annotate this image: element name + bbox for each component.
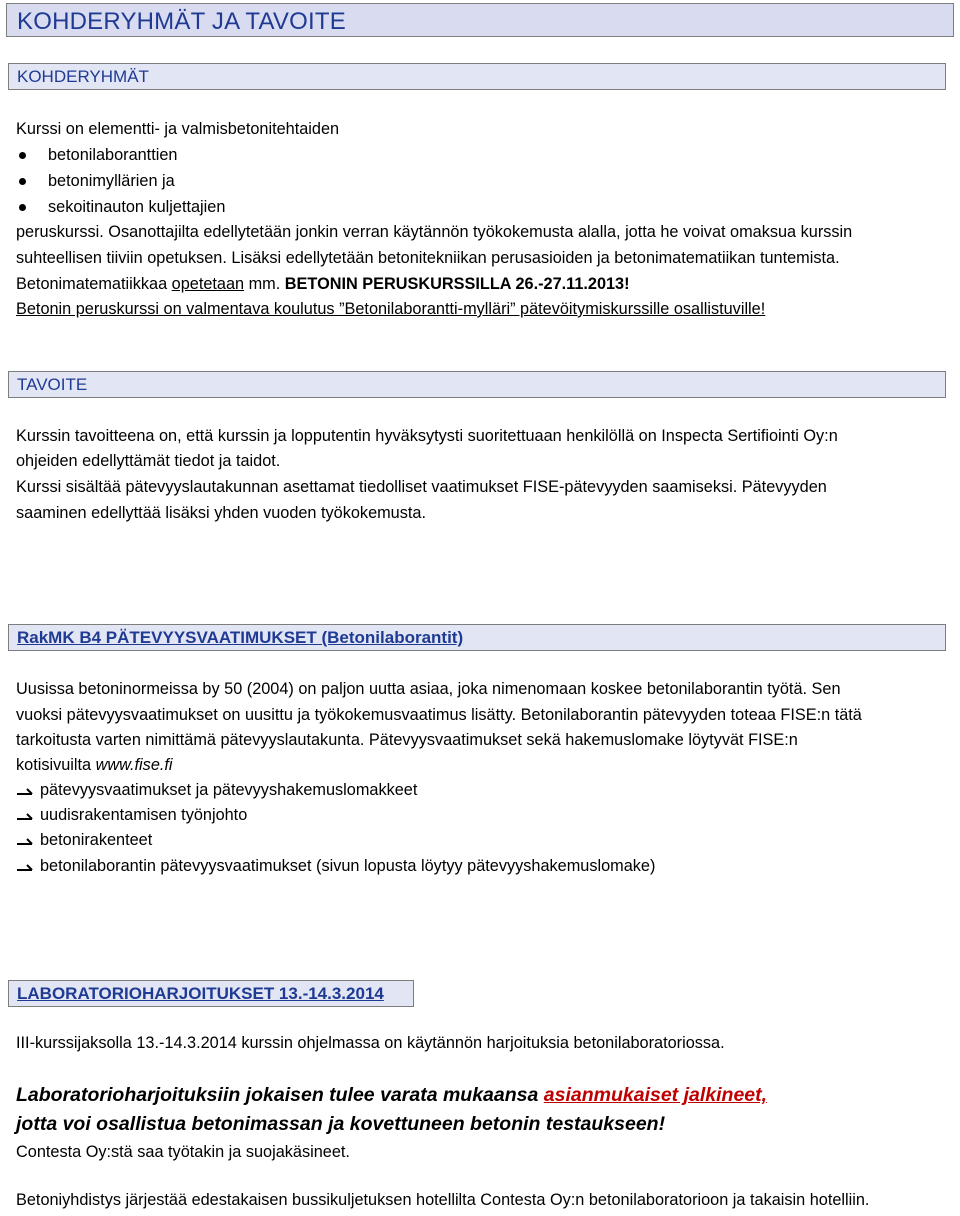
paragraph-line: Betoniyhdistys järjestää edestakaisen bussikuljetuksen hotellilta Contesta Oy:n betonilaboratorioon ja takaisin hotelliin. [16, 1191, 870, 1209]
bullet-dot-icon [19, 178, 26, 185]
emphasis-line [16, 1082, 767, 1108]
paragraph-line: suhteellisen tiiviin opetuksen. Lisäksi edellytetään betonitekniikan perusasioiden ja betonimatematiikan tuntemista. [16, 249, 840, 267]
footwear-warning: asianmukaiset jalkineet, [543, 1084, 768, 1106]
paragraph-line: ohjeiden edellyttämät tiedot ja taidot. [16, 452, 281, 470]
text-span: kotisivuilta [16, 756, 96, 774]
paragraph-line [16, 755, 173, 775]
paragraph-line: saaminen edellyttää lisäksi yhden vuoden työkokemusta. [16, 504, 426, 522]
arrow-right-icon [16, 834, 36, 848]
link-item[interactable]: uudisrakentamisen työnjohto [40, 806, 248, 824]
page-title: KOHDERYHMÄT JA TAVOITE [17, 8, 346, 35]
link-item[interactable]: betonilaborantin pätevyysvaatimukset (sivun lopusta löytyy pätevyyshakemuslomake) [40, 857, 656, 875]
text-span: Betonimatematiikkaa [16, 275, 172, 293]
link-item[interactable]: pätevyysvaatimukset ja pätevyyshakemuslomakkeet [40, 781, 418, 799]
section-heading-text: TAVOITE [17, 375, 88, 394]
underlined-paragraph: Betonin peruskurssi on valmentava koulutus ”Betonilaborantti-mylläri” pätevöitymiskurssille osallistuville! [16, 300, 766, 318]
arrow-right-icon [16, 809, 36, 823]
paragraph-line: tarkoitusta varten nimittämä pätevyyslautakunta. Pätevyysvaatimukset sekä hakemuslomake löytyvät FISE:n [16, 731, 798, 749]
underlined-text: opetetaan [171, 275, 245, 293]
bullet-item: betonilaboranttien [48, 146, 178, 164]
section-heading-kohderyhmat [8, 63, 946, 90]
paragraph-line [16, 274, 630, 294]
website-link[interactable]: www.fise.fi [95, 756, 173, 774]
arrow-right-icon [16, 784, 36, 798]
course-date-highlight: BETONIN PERUSKURSSILLA 26.-27.11.2013! [284, 275, 630, 293]
bullet-item: betonimyllärien ja [48, 172, 175, 190]
emphasis-line: jotta voi osallistua betonimassan ja kovettuneen betonin testaukseen! [16, 1113, 666, 1135]
bullet-dot-icon [19, 152, 26, 159]
bullet-dot-icon [19, 204, 26, 211]
emphasis-text: Laboratorioharjoituksiin jokaisen tulee varata mukaansa [16, 1084, 544, 1106]
paragraph-line: Uusissa betoninormeissa by 50 (2004) on paljon uutta asiaa, joka nimenomaan koskee betonilaborantin työtä. Sen [16, 680, 841, 698]
paragraph-line: III-kurssijaksolla 13.-14.3.2014 kurssin ohjelmassa on käytännön harjoituksia betonilaboratoriossa. [16, 1034, 725, 1052]
paragraph-line: Kurssin tavoitteena on, että kurssin ja lopputentin hyväksytysti suoritettuaan henkilöllä on Inspecta Sertifiointi Oy:n [16, 427, 838, 445]
bullet-item: sekoitinauton kuljettajien [48, 198, 226, 216]
section-heading-patevyysvaatimukset [8, 624, 946, 651]
paragraph-line: Kurssi sisältää pätevyyslautakunnan asettamat tiedolliset vaatimukset FISE-pätevyyden saamiseksi. Pätevyyden [16, 478, 827, 496]
section-heading-tavoite [8, 371, 946, 398]
link-item[interactable]: betonirakenteet [40, 831, 153, 849]
paragraph-line: Contesta Oy:stä saa työtakin ja suojakäsineet. [16, 1143, 350, 1161]
title-banner [6, 3, 954, 37]
section-heading-text: KOHDERYHMÄT [17, 67, 149, 86]
section-heading-laboratorioharjoitukset [8, 980, 414, 1007]
arrow-right-icon [16, 860, 36, 874]
section-heading-text: RakMK B4 PÄTEVYYSVAATIMUKSET (Betonilaborantit) [17, 628, 464, 647]
paragraph-line: vuoksi pätevyysvaatimukset on uusittu ja työkokemusvaatimus lisätty. Betonilaborantin pätevyyden toteaa FISE:n tätä [16, 706, 862, 724]
paragraph-line: peruskurssi. Osanottajilta edellytetään jonkin verran käytännön työkokemusta alalla, jotta he voivat omaksua kurssin [16, 223, 853, 241]
intro-text: Kurssi on elementti- ja valmisbetonitehtaiden [16, 120, 340, 138]
text-span: mm. [244, 275, 285, 293]
section-heading-text: LABORATORIOHARJOITUKSET 13.-14.3.2014 [17, 984, 384, 1003]
